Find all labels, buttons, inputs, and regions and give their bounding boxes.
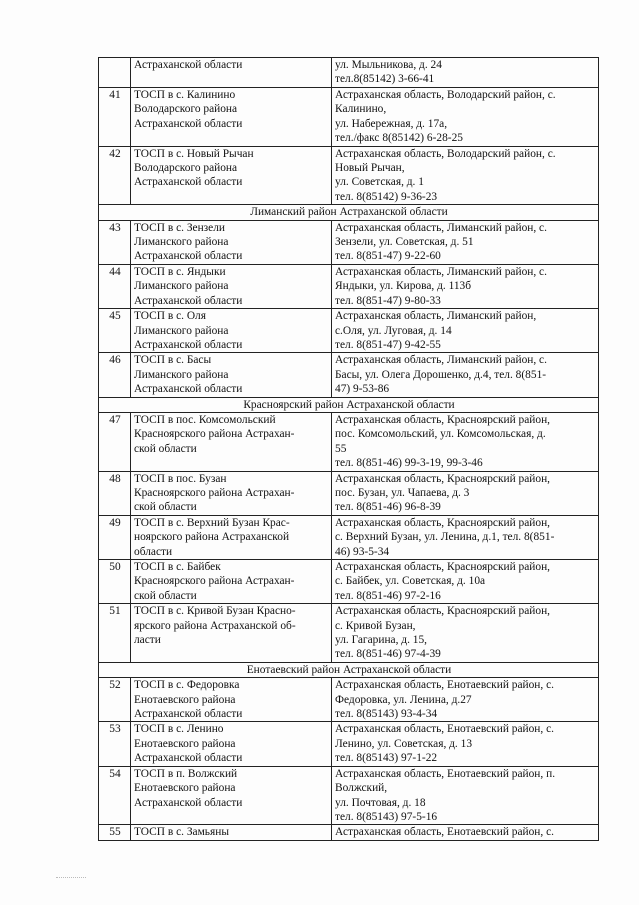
table-row [99, 560, 599, 604]
office-name-cell [131, 560, 332, 604]
table-row [99, 353, 599, 397]
address-cell [332, 515, 599, 559]
row-number-cell: 52 [99, 678, 131, 722]
section-header-row [99, 662, 599, 677]
cell-line: Лиманского района [134, 236, 229, 249]
cell-line: ул. Гагарина, д. 15, [335, 634, 428, 647]
cell-line: Яндыки, ул. Кирова, д. 113б [335, 280, 472, 293]
table-row [99, 515, 599, 559]
cell-line: ТОСП в пос. Бузан [134, 472, 227, 485]
table-row [99, 146, 599, 205]
cell-line: ТОСП в с. Зензели [134, 221, 226, 234]
office-name-cell [131, 220, 332, 264]
cell-line: ул. Почтовая, д. 18 [335, 796, 426, 809]
cell-line: тел. 8(851-47) 9-80-33 [335, 294, 441, 307]
cell-line: Астраханская область, Володарский район, с. [335, 89, 556, 101]
cell-line: ТОСП в п. Волжский [134, 767, 238, 780]
cell-line: тел.8(85142) 3-66-41 [335, 73, 435, 86]
cell-line: с.Оля, ул. Луговая, д. 14 [335, 324, 452, 337]
row-number-cell: 46 [99, 353, 131, 397]
cell-line: Красноярского района Астрахан- [134, 486, 295, 499]
cell-line: Астраханская область, Красноярский район, [335, 605, 551, 618]
cell-line: области [134, 545, 173, 558]
table-row [99, 825, 599, 840]
address-cell [332, 264, 599, 308]
table-row [99, 604, 599, 663]
cell-line: ул. Советская, д. 1 [335, 176, 424, 189]
district-heading: Енотаевский район Астраханской области [99, 662, 599, 677]
cell-line: тел. 8(85143) 93-4-34 [335, 708, 438, 721]
cell-line: Лиманского района [134, 324, 229, 337]
cell-line: Астраханской области [134, 117, 243, 130]
cell-line: Астраханская область, Красноярский район, [335, 413, 551, 426]
cell-line: ской области [134, 501, 197, 514]
cell-line: ул. Мыльникова, д. 24 [335, 59, 442, 71]
cell-line: Астраханской области [134, 338, 243, 351]
cell-line: Астраханская область, Володарский район, с. [335, 147, 556, 160]
row-number-cell: 43 [99, 220, 131, 264]
cell-line: Володарского района [134, 103, 238, 116]
office-name-cell [131, 471, 332, 515]
cell-line: Астраханская область, Енотаевский район, с. [335, 826, 554, 839]
cell-line: Астраханская область, Енотаевский район, с. [335, 723, 554, 736]
cell-line: тел. 8(851-47) 9-42-55 [335, 338, 441, 351]
cell-line: Володарского района [134, 162, 238, 175]
cell-line: Астраханской области [134, 796, 243, 809]
registry-table [98, 57, 599, 841]
address-cell [332, 825, 599, 840]
office-name-cell [131, 604, 332, 663]
row-number-cell: 54 [99, 766, 131, 825]
cell-line: ТОСП в с. Замьяны [134, 826, 229, 839]
cell-line: Астраханской области [134, 176, 243, 189]
address-cell [332, 722, 599, 766]
cell-line: ТОСП в пос. Комсомольский [134, 413, 276, 426]
cell-line: тел. 8(85143) 97-1-22 [335, 752, 438, 765]
office-name-cell [131, 722, 332, 766]
cell-line: Астраханская область, Красноярский район, [335, 516, 551, 529]
table-row [99, 678, 599, 722]
cell-line: Астраханская область, Енотаевский район, п. [335, 767, 556, 780]
office-name-cell [131, 58, 332, 88]
cell-line: Астраханской области [134, 294, 243, 307]
office-name-cell [131, 825, 332, 840]
cell-line: Астраханской области [134, 752, 243, 765]
row-number-cell: 53 [99, 722, 131, 766]
cell-line: тел. 8(85142) 9-36-23 [335, 190, 438, 203]
office-name-cell [131, 353, 332, 397]
cell-line: Енотаевского района [134, 782, 236, 795]
address-cell [332, 58, 599, 88]
cell-line: Астраханская область, Лиманский район, с. [335, 221, 547, 234]
cell-line: ТОСП в с. Верхний Бузан Крас- [134, 516, 290, 529]
office-name-cell [131, 88, 332, 147]
cell-line: Астраханской области [134, 59, 243, 71]
cell-line: ласти [134, 634, 161, 647]
table-row [99, 264, 599, 308]
cell-line: ТОСП в с. Ленино [134, 723, 224, 736]
office-name-cell [131, 412, 332, 471]
address-cell [332, 412, 599, 471]
address-cell [332, 471, 599, 515]
row-number-cell: 49 [99, 515, 131, 559]
address-cell [332, 560, 599, 604]
address-cell [332, 353, 599, 397]
cell-line: ской области [134, 589, 197, 602]
district-heading: Лиманский район Астраханской области [99, 205, 599, 220]
cell-line: Астраханская область, Лиманский район, [335, 310, 537, 323]
cell-line: Астраханская область, Лиманский район, с. [335, 354, 547, 367]
cell-line: тел./факс 8(85142) 6-28-25 [335, 132, 463, 145]
cell-line: ТОСП в с. Яндыки [134, 265, 226, 278]
scan-mark [56, 877, 86, 879]
cell-line: 47) 9-53-86 [335, 383, 390, 396]
row-number-cell: 55 [99, 825, 131, 840]
cell-line: Новый Рычан, [335, 162, 405, 175]
cell-line: тел. 8(851-46) 97-2-16 [335, 589, 441, 602]
table-row [99, 471, 599, 515]
row-number-cell: 45 [99, 309, 131, 353]
row-number-cell: 41 [99, 88, 131, 147]
cell-line: пос. Комсомольский, ул. Комсомольская, д. [335, 428, 546, 441]
cell-line: Федоровка, ул. Ленина, д.27 [335, 693, 472, 706]
cell-line: Басы, ул. Олега Дорошенко, д.4, тел. 8(851- [335, 368, 547, 381]
office-name-cell [131, 309, 332, 353]
cell-line: Астраханской области [134, 708, 243, 721]
cell-line: с. Байбек, ул. Советская, д. 10а [335, 575, 486, 588]
cell-line: Ленино, ул. Советская, д. 13 [335, 737, 473, 750]
cell-line: Красноярского района Астрахан- [134, 428, 295, 441]
cell-line: ноярского района Астраханской [134, 531, 290, 544]
address-cell [332, 309, 599, 353]
section-header-row [99, 205, 599, 220]
address-cell [332, 766, 599, 825]
cell-line: ТОСП в с. Басы [134, 354, 212, 367]
cell-line: тел. 8(85143) 97-5-16 [335, 810, 438, 823]
office-name-cell [131, 678, 332, 722]
table-row [99, 88, 599, 147]
cell-line: Астраханской области [134, 383, 243, 396]
cell-line: ской области [134, 442, 197, 455]
address-cell [332, 604, 599, 663]
row-number-cell: 51 [99, 604, 131, 663]
cell-line: Енотаевского района [134, 693, 236, 706]
row-number-cell: 47 [99, 412, 131, 471]
cell-line: тел. 8(851-46) 97-4-39 [335, 648, 441, 661]
cell-line: с. Верхний Бузан, ул. Ленина, д.1, тел. 8(851- [335, 531, 555, 544]
office-name-cell [131, 766, 332, 825]
cell-line: Астраханская область, Красноярский район, [335, 472, 551, 485]
cell-line: ярского района Астраханской об- [134, 619, 296, 632]
cell-line: с. Кривой Бузан, [335, 619, 416, 632]
row-number-cell: 50 [99, 560, 131, 604]
cell-line: ТОСП в с. Калинино [134, 89, 236, 101]
address-cell [332, 88, 599, 147]
cell-line: 55 [335, 442, 347, 455]
cell-line: Астраханская область, Енотаевский район, с. [335, 679, 554, 692]
cell-line: тел. 8(851-46) 96-8-39 [335, 501, 441, 514]
cell-line: пос. Бузан, ул. Чапаева, д. 3 [335, 486, 470, 499]
table-row [99, 220, 599, 264]
address-cell [332, 678, 599, 722]
district-heading: Красноярский район Астраханской области [99, 397, 599, 412]
cell-line: ТОСП в с. Оля [134, 310, 206, 323]
office-name-cell [131, 515, 332, 559]
cell-line: тел. 8(851-47) 9-22-60 [335, 250, 441, 263]
row-number-cell: 44 [99, 264, 131, 308]
cell-line: ТОСП в с. Байбек [134, 561, 221, 573]
office-name-cell [131, 264, 332, 308]
cell-line: Лиманского района [134, 368, 229, 381]
cell-line: Калинино, [335, 103, 387, 116]
cell-line: Зензели, ул. Советская, д. 51 [335, 236, 474, 249]
address-cell [332, 146, 599, 205]
cell-line: Астраханская область, Красноярский район, [335, 561, 551, 573]
table-row [99, 58, 599, 88]
cell-line: Астраханской области [134, 250, 243, 263]
cell-line: тел. 8(851-46) 99-3-19, 99-3-46 [335, 457, 483, 470]
cell-line: 46) 93-5-34 [335, 545, 390, 558]
cell-line: ул. Набережная, д. 17а, [335, 117, 448, 130]
cell-line: Енотаевского района [134, 737, 236, 750]
cell-line: ТОСП в с. Федоровка [134, 679, 240, 692]
cell-line: Волжский, [335, 782, 388, 795]
cell-line: Красноярского района Астрахан- [134, 575, 295, 588]
cell-line: Астраханская область, Лиманский район, с. [335, 265, 547, 278]
table-row [99, 309, 599, 353]
office-name-cell [131, 146, 332, 205]
row-number-cell: 48 [99, 471, 131, 515]
cell-line: ТОСП в с. Кривой Бузан Красно- [134, 605, 296, 618]
table-row [99, 766, 599, 825]
row-number-cell [99, 58, 131, 88]
address-cell [332, 220, 599, 264]
row-number-cell: 42 [99, 146, 131, 205]
cell-line: ТОСП в с. Новый Рычан [134, 147, 254, 160]
cell-line: Лиманского района [134, 280, 229, 293]
section-header-row [99, 397, 599, 412]
table-row [99, 722, 599, 766]
table-row [99, 412, 599, 471]
